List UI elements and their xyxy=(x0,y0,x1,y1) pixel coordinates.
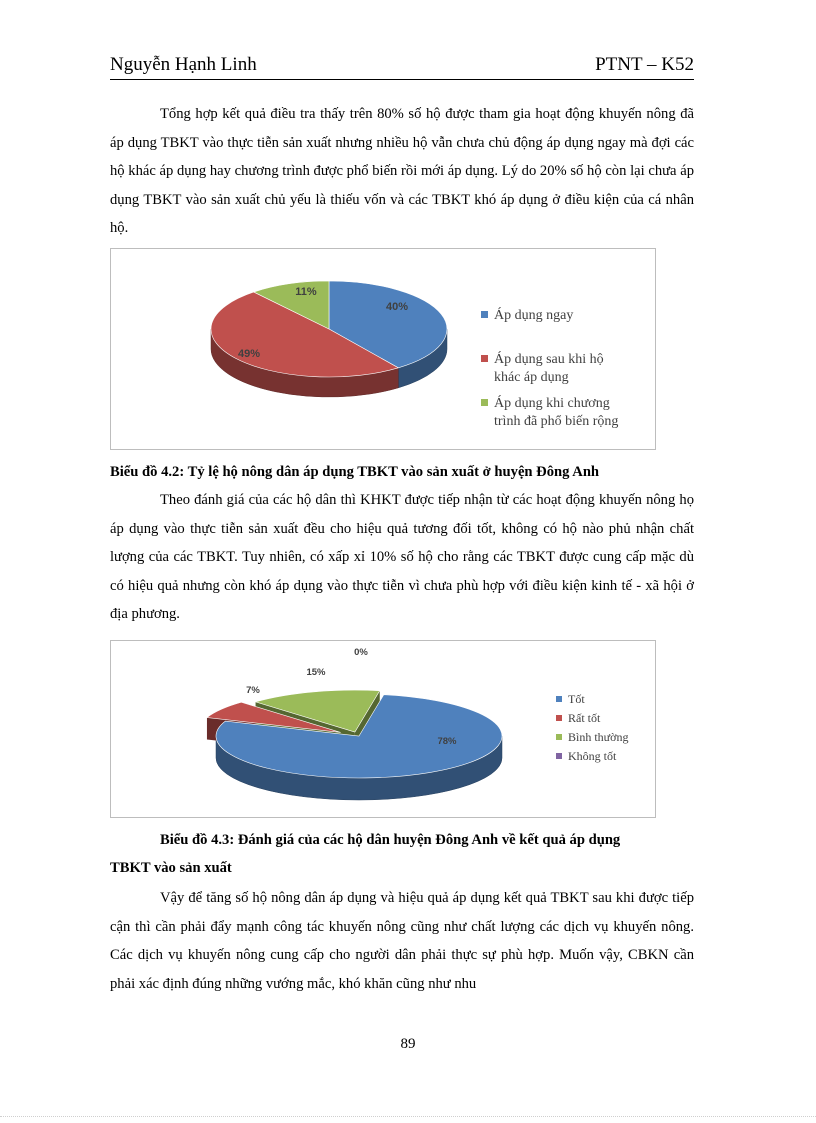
legend-label: Tốt xyxy=(568,692,585,706)
legend-label: Không tốt xyxy=(568,749,617,763)
caption-chart-4-3-line1: Biểu đồ 4.3: Đánh giá của các hộ dân huyện Đông Anh về kết quả áp dụng xyxy=(160,832,621,848)
legend-label: Áp dụng sau khi hộ xyxy=(494,352,604,367)
pie-value-label: 40% xyxy=(385,301,409,313)
chart-4-3-svg xyxy=(111,641,655,817)
page-bottom-edge xyxy=(0,1116,816,1117)
caption-chart-4-2: Biểu đồ 4.2: Tỷ lệ hộ nông dân áp dụng TBKT vào sản xuất ở huyện Đông Anh xyxy=(110,464,600,480)
legend-swatch xyxy=(556,696,562,702)
chart-4-2-svg xyxy=(111,249,655,449)
pie-value-label: 7% xyxy=(246,685,260,696)
legend-swatch xyxy=(556,753,562,759)
legend-swatch xyxy=(556,715,562,721)
legend-swatch xyxy=(481,311,488,318)
pie-value-label: 11% xyxy=(295,286,317,298)
pie-value-label: 78% xyxy=(437,736,457,747)
header-rule xyxy=(110,79,694,80)
legend-label: Áp dụng ngay xyxy=(494,308,574,323)
legend-swatch xyxy=(556,734,562,740)
legend-label: khác áp dụng xyxy=(494,370,569,385)
legend-label: Áp dụng khi chương xyxy=(494,396,610,411)
paragraph-1: Tổng hợp kết quả điều tra thấy trên 80% số hộ được tham gia hoạt động khuyến nông đã áp dụng TBKT vào thực tiễn sản xuất nhưng nhiều hộ vẫn chưa chủ động áp dụng ngay mà đợi các hộ khác áp dụng hay chương trình được phổ biến rồi mới áp dụng. Lý do 20% số hộ còn lại chưa áp dụng TBKT vào sản xuất chủ yếu là thiếu vốn và các TBKT khó áp dụng ở điều kiện của cá nhân hộ. xyxy=(110,106,694,237)
page-number: 89 xyxy=(400,1036,416,1052)
chart-4-3 xyxy=(110,640,656,818)
paragraph-3: Vậy để tăng số hộ nông dân áp dụng và hiệu quả áp dụng kết quả TBKT sau khi được tiếp cận thì cần phải đẩy mạnh công tác khuyến nông cũng như chất lượng các dịch vụ khuyến nông. Các dịch vụ khuyến nông cung cấp cho người dân phải thực sự phù hợp. Muốn vậy, CBKN cần phải xác định đúng những vướng mắc, khó khăn cũng như nhu xyxy=(110,890,694,992)
legend-swatch xyxy=(481,399,488,406)
page-header xyxy=(110,50,694,80)
caption-chart-4-3 xyxy=(110,826,694,882)
pie-value-label: 0% xyxy=(354,647,368,658)
legend-label: Rất tốt xyxy=(568,711,601,725)
legend-label: trình đã phổ biến rộng xyxy=(494,414,619,429)
author-name: Nguyễn Hạnh Linh xyxy=(110,54,257,75)
pie-value-label: 49% xyxy=(237,348,261,360)
caption-chart-4-3-line2: TBKT vào sản xuất xyxy=(110,860,232,876)
course-code: PTNT – K52 xyxy=(595,54,694,75)
paragraph-2: Theo đánh giá của các hộ dân thì KHKT được tiếp nhận từ các hoạt động khuyến nông họ áp dụng vào thực tiễn sản xuất đều cho hiệu quả tương đối tốt, không có hộ nào phủ nhận chất lượng của các TBKT. Tuy nhiên, có xấp xỉ 10% số hộ cho rằng các TBKT được cung cấp mặc dù có hiệu quả nhưng còn khó áp dụng vào thực tiễn vì chưa phù hợp với điều kiện kinh tế - xã hội ở địa phương. xyxy=(110,492,694,623)
legend-label: Bình thường xyxy=(568,730,629,744)
legend-swatch xyxy=(481,355,488,362)
chart-4-2 xyxy=(110,248,656,450)
pie-value-label: 15% xyxy=(306,667,326,678)
